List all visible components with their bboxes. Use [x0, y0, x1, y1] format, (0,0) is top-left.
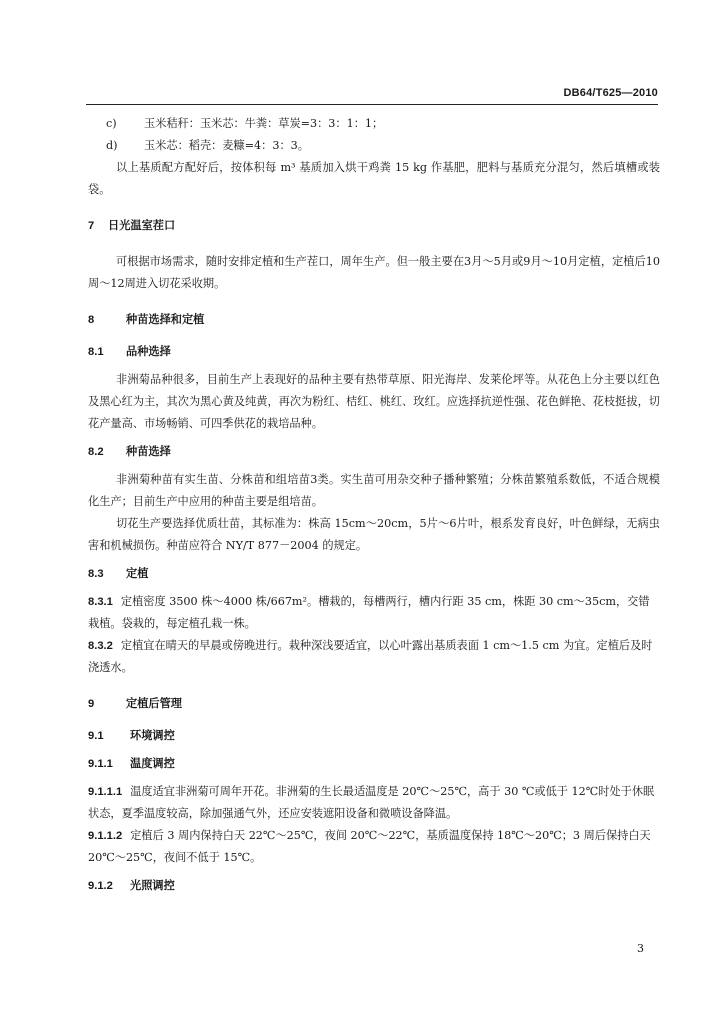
section-number: 9 [88, 698, 95, 710]
clause-number: 8.3.1 [88, 596, 113, 608]
paragraph: 切花生产要选择优质壮苗，其标准为：株高 15cm～20cm，5片～6片叶，根系发育良好，叶色鲜绿，无病虫害和机械损伤。种苗应符合 NY/T 877－2004 的规定。 [88, 517, 660, 552]
clause-text: 温度适宜非洲菊可周年开花。非洲菊的生长最适温度是 20℃～25℃，高于 30 ℃或低于 12℃时处于休眠状态，夏季温度较高，除加强通气外，还应安装遮阳设备和微喷设备降温。 [88, 785, 655, 820]
clause-number: 9.1.1.1 [88, 786, 123, 798]
page-number: 3 [637, 942, 644, 955]
clause-number: 8.3.2 [88, 640, 113, 652]
section-number: 8.2 [88, 446, 104, 458]
section-number: 8.1 [88, 346, 104, 358]
list-item-label: c) [106, 117, 117, 130]
subsection-heading [88, 875, 660, 897]
header-rule [86, 104, 658, 105]
section-number: 8 [88, 314, 95, 326]
list-item-text: 玉米秸秆：玉米芯：牛粪：草炭=3：3：1：1； [144, 117, 384, 130]
standard-code: DB64/T625—2010 [563, 87, 658, 99]
section-title: 环境调控 [130, 730, 175, 742]
clause-text: 定植后 3 周内保持白天 22℃～25℃，夜间 20℃～22℃，基质温度保持 18℃～20℃；3 周后保持白天 20℃～25℃，夜间不低于 15℃。 [88, 829, 651, 864]
section-number: 9.1.1 [88, 758, 113, 770]
clause-text: 定植密度 3500 株～4000 株/667m²。槽栽的，每槽两行，槽内行距 35 cm，株距 30 cm～35cm，交错栽植。袋栽的，每定植孔栽一株。 [88, 595, 650, 630]
list-item-label: d) [106, 139, 118, 152]
paragraph: 非洲菊品种很多，目前生产上表现好的品种主要有热带草原、阳光海岸、发莱伦坪等。从花色上分主要以红色及黑心红为主，其次为黑心黄及纯黄，再次为粉红、桔红、桃红、玫红。应选择抗逆性强、花色鲜艳、花枝挺拔，切花产量高、市场畅销、可四季供花的栽培品种。 [88, 373, 660, 430]
section-title: 种苗选择和定植 [126, 314, 205, 326]
section-number: 8.3 [88, 568, 104, 580]
paragraph: 非洲菊种苗有实生苗、分株苗和组培苗3类。实生苗可用杂交种子播种繁殖；分株苗繁殖系数低，不适合规模化生产；目前生产中应用的种苗主要是组培苗。 [88, 473, 660, 508]
paragraph: 以上基质配方配好后，按体积每 m³ 基质加入烘干鸡粪 15 kg 作基肥，肥料与基质充分混匀，然后填槽或装袋。 [88, 161, 660, 196]
clause-text: 定植宜在晴天的早晨或傍晚进行。栽种深浅要适宜，以心叶露出基质表面 1 cm～1.5 cm 为宜。定植后及时浇透水。 [88, 639, 653, 674]
clause [88, 591, 660, 635]
section-title: 温度调控 [130, 758, 175, 770]
subsection-heading [88, 753, 660, 775]
document-body [88, 113, 660, 897]
clause [88, 635, 660, 679]
list-item [88, 113, 660, 135]
paragraph: 可根据市场需求，随时安排定植和生产茬口，周年生产。但一般主要在3月～5月或9月～10月定植，定植后10周～12周进入切花采收期。 [88, 255, 660, 290]
subsection-heading [88, 725, 660, 747]
clause-number: 9.1.1.2 [88, 830, 123, 842]
clause [88, 781, 660, 825]
section-title: 光照调控 [130, 880, 175, 892]
section-heading [88, 309, 660, 331]
section-title: 定植 [126, 568, 149, 580]
subsection-heading [88, 563, 660, 585]
section-title: 日光温室茬口 [108, 220, 176, 232]
section-heading [88, 215, 660, 237]
list-item-text: 玉米芯：稻壳：麦糠=4：3：3。 [144, 139, 309, 152]
section-title: 定植后管理 [126, 698, 182, 710]
section-title: 种苗选择 [126, 446, 171, 458]
section-number: 9.1.2 [88, 880, 113, 892]
section-heading [88, 693, 660, 715]
clause [88, 825, 660, 869]
subsection-heading [88, 441, 660, 463]
section-number: 7 [88, 220, 95, 232]
list-item [88, 135, 660, 157]
subsection-heading [88, 341, 660, 363]
section-number: 9.1 [88, 730, 104, 742]
section-title: 品种选择 [126, 346, 171, 358]
